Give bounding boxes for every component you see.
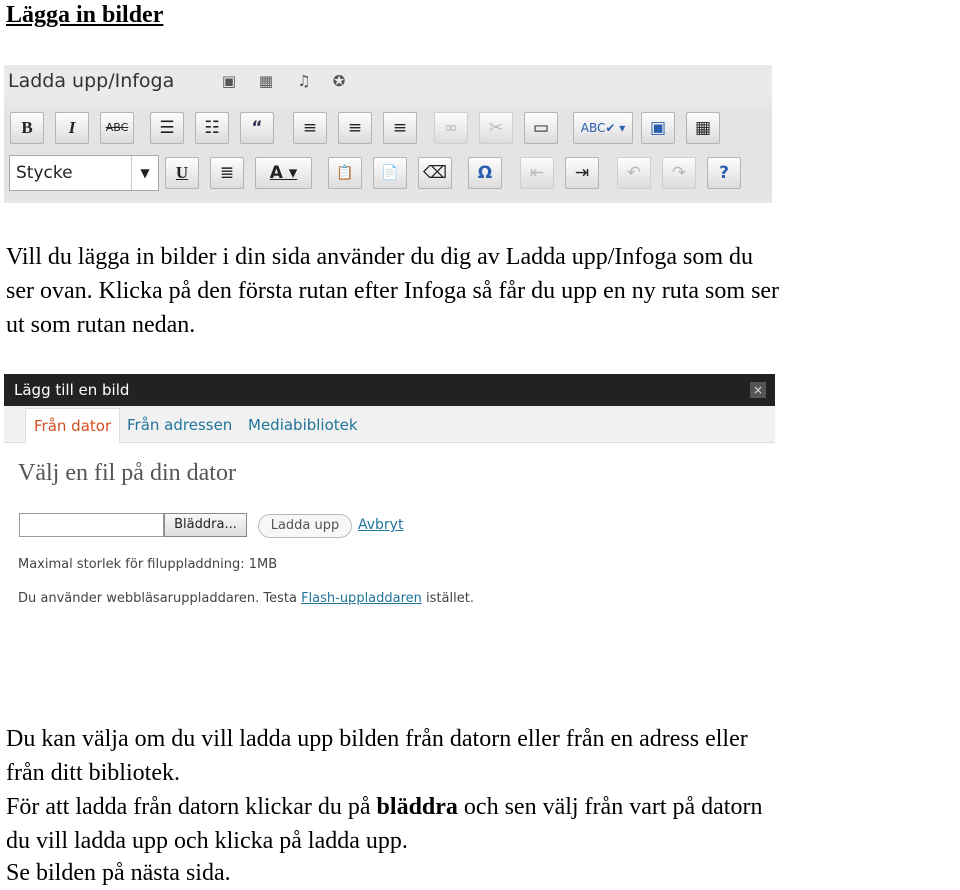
format-select[interactable] (9, 155, 159, 191)
page-heading: Lägga in bilder (6, 2, 164, 28)
file-path-input[interactable] (19, 513, 164, 537)
outro-line-2: från ditt bibliotek. (6, 760, 180, 786)
tab-media-library[interactable]: Mediabibliotek (248, 416, 358, 434)
cancel-link[interactable]: Avbryt (358, 517, 404, 533)
align-left-button[interactable]: ≡ (293, 112, 327, 144)
upload-insert-label: Ladda upp/Infoga (8, 70, 175, 92)
underline-button[interactable]: U (165, 157, 199, 189)
browse-button[interactable]: Bläddra... (164, 513, 247, 537)
redo-button[interactable]: ↷ (662, 157, 696, 189)
dialog-heading: Välj en fil på din dator (18, 460, 236, 486)
chevron-down-icon: ▼ (131, 156, 158, 190)
blockquote-button[interactable]: “ (240, 112, 274, 144)
unlink-button[interactable]: ✂ (479, 112, 513, 144)
add-media-icon[interactable]: ✪ (332, 72, 346, 90)
browser-uploader-note (18, 591, 474, 606)
bold-button[interactable]: B (10, 112, 44, 144)
outro-line-3-end: och sen välj från vart på datorn (457, 794, 763, 820)
link-button[interactable]: ∞ (434, 112, 468, 144)
paste-word-button[interactable]: 📄 (373, 157, 407, 189)
outro-line-5: Se bilden på nästa sida. (6, 860, 231, 886)
add-audio-icon[interactable]: ♫ (297, 72, 311, 90)
intro-line-3: ut som rutan nedan. (6, 312, 196, 338)
indent-button[interactable]: ⇥ (565, 157, 599, 189)
tab-from-url[interactable]: Från adressen (127, 416, 233, 434)
add-image-icon[interactable]: ▣ (221, 72, 237, 90)
outro-line-1: Du kan välja om du vill ladda upp bilden från datorn eller från en adress eller (6, 726, 748, 752)
browser-note-text: Du använder webbläsaruppladdaren. Testa (18, 591, 302, 606)
justify-button[interactable]: ≣ (210, 157, 244, 189)
help-button[interactable]: ? (707, 157, 741, 189)
outro-line-3-bold: bläddra (376, 794, 458, 820)
fullscreen-button[interactable]: ▣ (641, 112, 675, 144)
text-color-button[interactable]: A ▾ (255, 157, 312, 189)
max-size-note: Maximal storlek för filuppladdning: 1MB (18, 557, 278, 572)
outdent-button[interactable]: ⇤ (520, 157, 554, 189)
add-video-icon[interactable]: ▦ (258, 72, 274, 90)
more-tag-button[interactable]: ▭ (524, 112, 558, 144)
format-select-value: Stycke (16, 163, 73, 183)
intro-line-1: Vill du lägga in bilder i din sida använder du dig av Ladda upp/Infoga som du (6, 244, 754, 270)
upload-button[interactable]: Ladda upp (258, 514, 352, 538)
italic-button[interactable]: I (55, 112, 89, 144)
align-right-button[interactable]: ≡ (383, 112, 417, 144)
remove-format-button[interactable]: ⌫ (418, 157, 452, 189)
paste-text-button[interactable]: 📋 (328, 157, 362, 189)
undo-button[interactable]: ↶ (617, 157, 651, 189)
numbered-list-button[interactable]: ☷ (195, 112, 229, 144)
outro-line-3-start: För att ladda från datorn klickar du på (6, 794, 377, 820)
spellcheck-button[interactable]: ABC✔ ▾ (573, 112, 633, 144)
special-char-button[interactable]: Ω (468, 157, 502, 189)
intro-line-2: ser ovan. Klicka på den första rutan efter Infoga så får du upp en ny ruta som ser (6, 278, 780, 304)
bullet-list-button[interactable]: ☰ (150, 112, 184, 144)
outro-line-4: du vill ladda upp och klicka på ladda upp. (6, 828, 408, 854)
strikethrough-button[interactable]: ABC (100, 112, 134, 144)
flash-uploader-link[interactable]: Flash-uppladdaren (301, 591, 422, 606)
align-center-button[interactable]: ≡ (338, 112, 372, 144)
tab-from-computer[interactable]: Från dator (25, 408, 120, 443)
kitchen-sink-button[interactable]: ▦ (686, 112, 720, 144)
close-icon[interactable]: × (750, 382, 766, 398)
browser-note-suffix: istället. (421, 591, 474, 606)
outro-line-3 (6, 790, 762, 824)
dialog-title: Lägg till en bild (4, 374, 775, 406)
